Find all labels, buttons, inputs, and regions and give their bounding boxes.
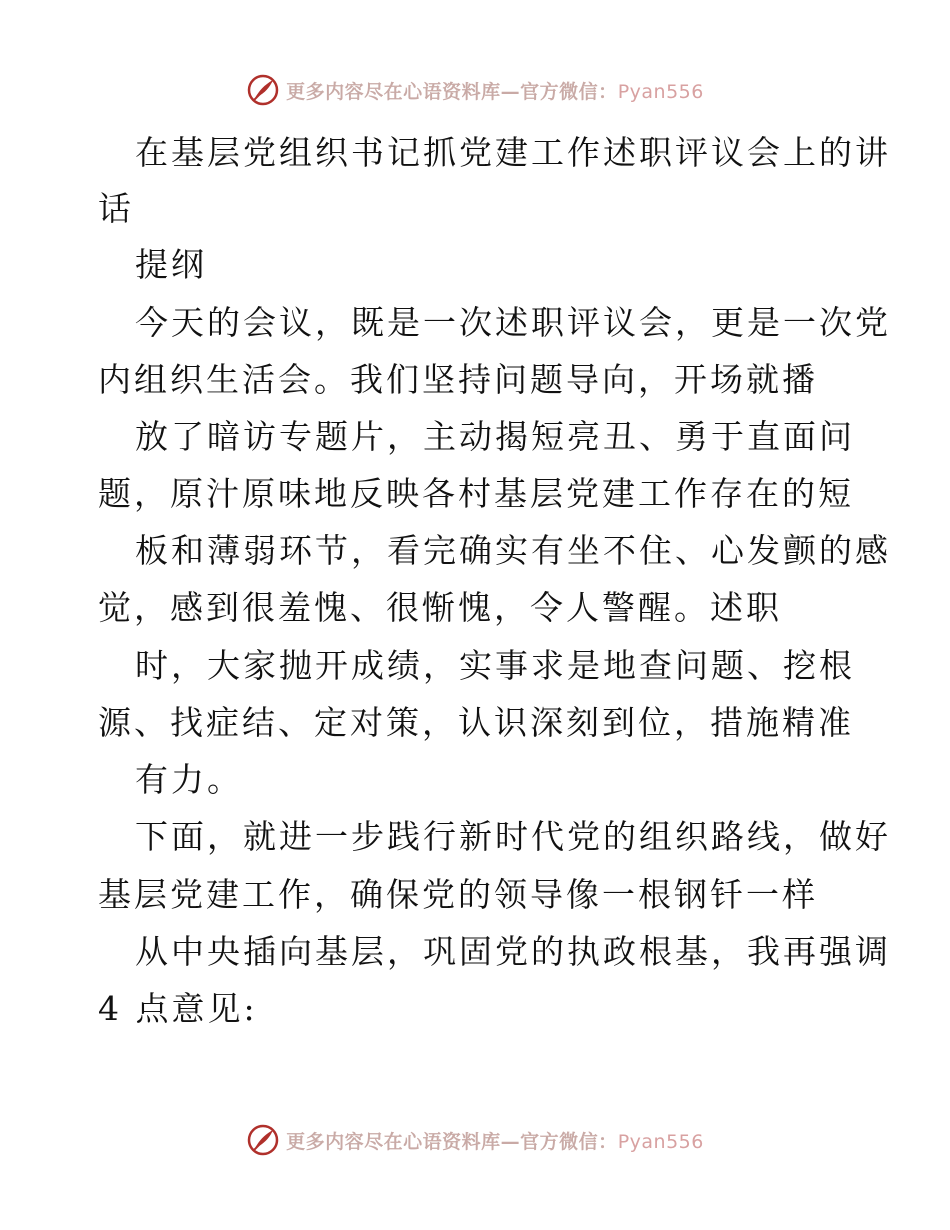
paragraph-line: 基层党建工作，确保党的领导像一根钢钎一样 [98,875,818,914]
watermark-wechat-label: 官方微信： [520,1130,618,1153]
watermark-account: Pyan556 [617,80,704,103]
watermark-separator: — [500,1130,521,1153]
feather-pen-logo-icon [246,1123,280,1157]
feather-pen-logo-icon [246,73,280,107]
paragraph-line: 今天的会议，既是一次述职评议会，更是一次党 [135,303,891,342]
watermark-account: Pyan556 [617,1130,704,1153]
paragraph-line: 题，原汁原味地反映各村基层党建工作存在的短 [98,474,854,513]
footer-watermark [0,1120,950,1160]
paragraph-line: 源、找症结、定对策，认识深刻到位，措施精准 [98,703,854,742]
paragraph-line: 下面，就进一步践行新时代党的组织路线，做好 [135,817,891,856]
watermark-text [286,1127,704,1154]
title-line-1: 在基层党组织书记抓党建工作述职评议会上的讲 [135,133,891,172]
paragraph-line: 有力。 [135,760,243,799]
paragraph-line: 板和薄弱环节，看完确实有坐不住、心发颤的感 [135,531,891,570]
paragraph-line: 觉，感到很羞愧、很惭愧，令人警醒。述职 [98,588,782,627]
watermark-site-name: 更多内容尽在心语资料库 [286,80,501,103]
paragraph-line: 内组织生活会。我们坚持问题导向，开场就播 [98,360,818,399]
header-watermark [0,70,950,110]
outline-heading: 提纲 [135,245,207,284]
title-line-2: 话 [98,189,134,228]
paragraph-line: 4 点意见: [98,989,258,1028]
watermark-text [286,77,704,104]
paragraph-line: 时，大家抛开成绩，实事求是地查问题、挖根 [135,646,855,685]
paragraph-line: 从中央插向基层，巩固党的执政根基，我再强调 [135,932,891,971]
paragraph-line: 放了暗访专题片，主动揭短亮丑、勇于直面问 [135,417,855,456]
watermark-separator: — [500,80,521,103]
watermark-wechat-label: 官方微信： [520,80,618,103]
watermark-site-name: 更多内容尽在心语资料库 [286,1130,501,1153]
